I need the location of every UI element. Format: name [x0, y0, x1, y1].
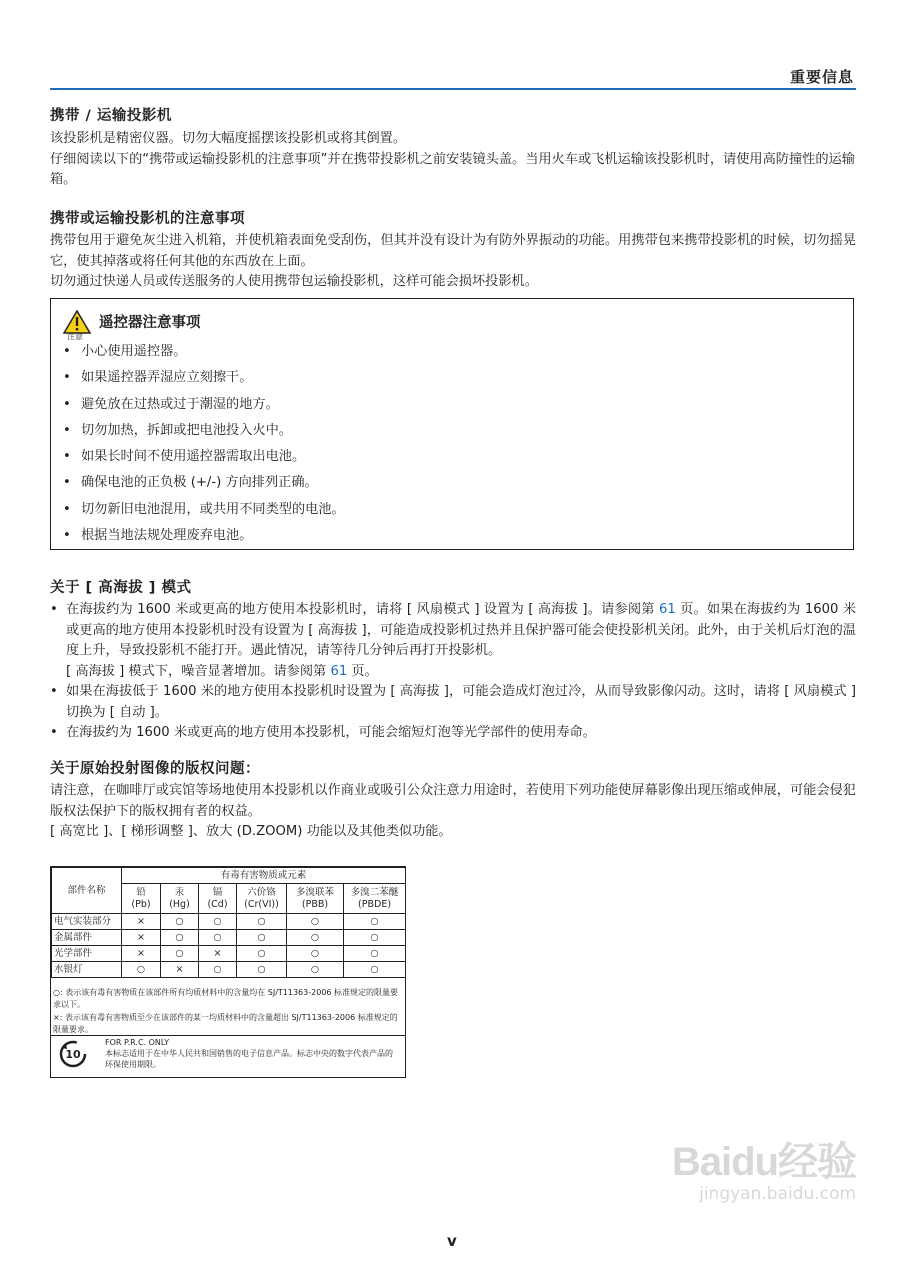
cell: ○: [287, 946, 344, 962]
rohs-notes: [53, 987, 403, 1037]
rohs-table-box: [50, 866, 406, 1078]
watermark-logo: Baidu经验: [671, 1140, 856, 1184]
cell: ○: [344, 914, 406, 930]
cell: ○: [122, 962, 161, 978]
part-name: 水银灯: [52, 962, 122, 978]
cell: ○: [344, 930, 406, 946]
section-title-carry-precautions: 携带或运输投影机的注意事项: [50, 211, 245, 227]
paragraph: 携带包用于避免灰尘进入机箱，并使机箱表面免受刮伤，但其并没有设计为有防外界振动的功能。用携带包来携带投影机的时候，切勿摇晃它，使其掉落或将任何其他的东西放在上面。: [50, 233, 856, 269]
cell: ○: [199, 930, 237, 946]
list-item: • 切勿加热，拆卸或把电池投入火中。: [61, 418, 345, 444]
eco-number: 10: [65, 1048, 81, 1061]
section-title-high-altitude: 关于 [ 高海拔 ] 模式: [50, 580, 192, 596]
list-item: • 如果长时间不使用遥控器需取出电池。: [61, 444, 345, 470]
page-link[interactable]: 61: [330, 663, 348, 679]
table-row: [52, 962, 406, 978]
part-name-header: 部件名称: [52, 868, 122, 914]
cell: ○: [237, 962, 287, 978]
caution-list: [61, 339, 345, 549]
cell: ○: [344, 946, 406, 962]
eco-title: FOR P.R.C. ONLY: [105, 1038, 170, 1047]
paragraph: 该投影机是精密仪器。切勿大幅度摇摆该投影机或将其倒置。: [50, 131, 407, 146]
note: ○: 表示该有毒有害物质在该部件所有均质材料中的含量均在 SJ/T11363-2006 标准规定的限量要求以下。: [53, 988, 399, 1009]
page-number: v: [447, 1232, 457, 1250]
cell: ○: [287, 962, 344, 978]
cell: ○: [199, 962, 237, 978]
cell: ×: [122, 930, 161, 946]
cell: ○: [161, 914, 199, 930]
eco-description: 本标志适用于在中华人民共和国销售的电子信息产品。标志中央的数字代表产品的环保使用期限。: [105, 1049, 393, 1069]
environmental-period-icon: [59, 1040, 87, 1068]
cell: ○: [287, 914, 344, 930]
cell: ×: [122, 914, 161, 930]
column-header: 多溴联苯 (PBB): [287, 884, 344, 914]
list-item: • 根据当地法规处理废弃电池。: [61, 523, 345, 549]
cell: ×: [161, 962, 199, 978]
header-title: 重要信息: [789, 68, 854, 86]
section-body-transport: [50, 129, 856, 191]
cell: ○: [237, 930, 287, 946]
section-body-carry-precautions: [50, 231, 856, 293]
cell: ○: [199, 914, 237, 930]
divider: [51, 1035, 405, 1036]
cell: ×: [122, 946, 161, 962]
cell: ○: [237, 914, 287, 930]
cell: ○: [161, 930, 199, 946]
text: [ 高海拔 ] 模式下，噪音显著增加。请参阅第: [66, 663, 331, 679]
section-title-copyright: 关于原始投射图像的版权问题：: [50, 761, 260, 777]
paragraph: 仔细阅读以下的“携带或运输投影机的注意事项”并在携带投影机之前安装镜头盖。当用火车或飞机运输该投影机时，请使用高防撞性的运输箱。: [50, 151, 855, 187]
column-header: 铅 (Pb): [122, 884, 161, 914]
eco-text: [105, 1037, 395, 1070]
list-item: • 确保电池的正负极 (+/-) 方向排列正确。: [61, 470, 345, 496]
list-item: • 如果遥控器弄湿应立刻擦干。: [61, 365, 345, 391]
list-item: • 在海拔约为 1600 米或更高的地方使用本投影机，可能会缩短灯泡等光学部件的使用寿命。: [50, 723, 856, 744]
cell: ○: [344, 962, 406, 978]
watermark: [672, 1140, 856, 1204]
paragraph: [ 高宽比 ]、[ 梯形调整 ]、放大 (D.ZOOM) 功能以及其他类似功能。: [50, 824, 452, 839]
part-name: 金属部件: [52, 930, 122, 946]
paragraph: 切勿通过快递人员或传送服务的人使用携带包运输投影机，这样可能会损坏投影机。: [50, 274, 538, 289]
caution-box: [50, 298, 854, 550]
table-row: [52, 914, 406, 930]
part-name: 光学部件: [52, 946, 122, 962]
warning-label: 注意: [67, 332, 83, 341]
table-row: [52, 930, 406, 946]
caution-title: 遥控器注意事项: [99, 315, 201, 331]
hazardous-substance-table: [51, 867, 406, 978]
table-row: [52, 946, 406, 962]
column-header: 镉 (Cd): [199, 884, 237, 914]
list-item: • 小心使用遥控器。: [61, 339, 345, 365]
cell: ○: [237, 946, 287, 962]
section-title-transport: 携带 / 运输投影机: [50, 108, 172, 124]
watermark-url: jingyan.baidu.com: [699, 1184, 856, 1204]
column-header: 汞 (Hg): [161, 884, 199, 914]
column-header: 六价铬 (Cr(VI)): [237, 884, 287, 914]
page-link[interactable]: 61: [658, 602, 676, 617]
substance-group-header: 有毒有害物质或元素: [122, 868, 406, 884]
text: 页。如果在海拔约为 1600 米或更高的地方使用本投影机时没有设置为 [ 高海拔 ]，可能造成投影机过热并且保护器可能会使投影机关闭。此外，由于关机后灯泡的温度上升，导致投影机不能打开。遇此情况，请等待几分钟后再打开投影机。: [66, 602, 857, 658]
list-item: • 如果在海拔低于 1600 米的地方使用本投影机时设置为 [ 高海拔 ]，可能会造成灯泡过冷，从而导致影像闪动。这时，请将 [ 风扇模式 ] 切换为 [ 自动 ]。: [50, 682, 856, 723]
list-item: [50, 600, 856, 682]
cell: ○: [161, 946, 199, 962]
list-item: • 避免放在过热或过于潮湿的地方。: [61, 392, 345, 418]
high-altitude-list: [50, 600, 856, 744]
cell: ×: [199, 946, 237, 962]
section-body-copyright: [50, 781, 856, 843]
column-header: 多溴二苯醚 (PBDE): [344, 884, 406, 914]
cell: ○: [287, 930, 344, 946]
text: 页。: [347, 663, 378, 679]
note: ×: 表示该有毒有害物质至少在该部件的某一均质材料中的含量超出 SJ/T11363-2006 标准规定的限量要求。: [53, 1013, 398, 1034]
paragraph: 请注意，在咖啡厅或宾馆等场地使用本投影机以作商业或吸引公众注意力用途时，若使用下列功能使屏幕影像出现压缩或伸展，可能会侵犯版权法保护下的版权拥有者的权益。: [50, 783, 856, 819]
text: 在海拔约为 1600 米或更高的地方使用本投影机时，请将 [ 风扇模式 ] 设置为 [ 高海拔 ]。请参阅第: [66, 602, 659, 617]
header-rule: [50, 88, 856, 90]
part-name: 电气实装部分: [52, 914, 122, 930]
list-item: • 切勿新旧电池混用，或共用不同类型的电池。: [61, 497, 345, 523]
